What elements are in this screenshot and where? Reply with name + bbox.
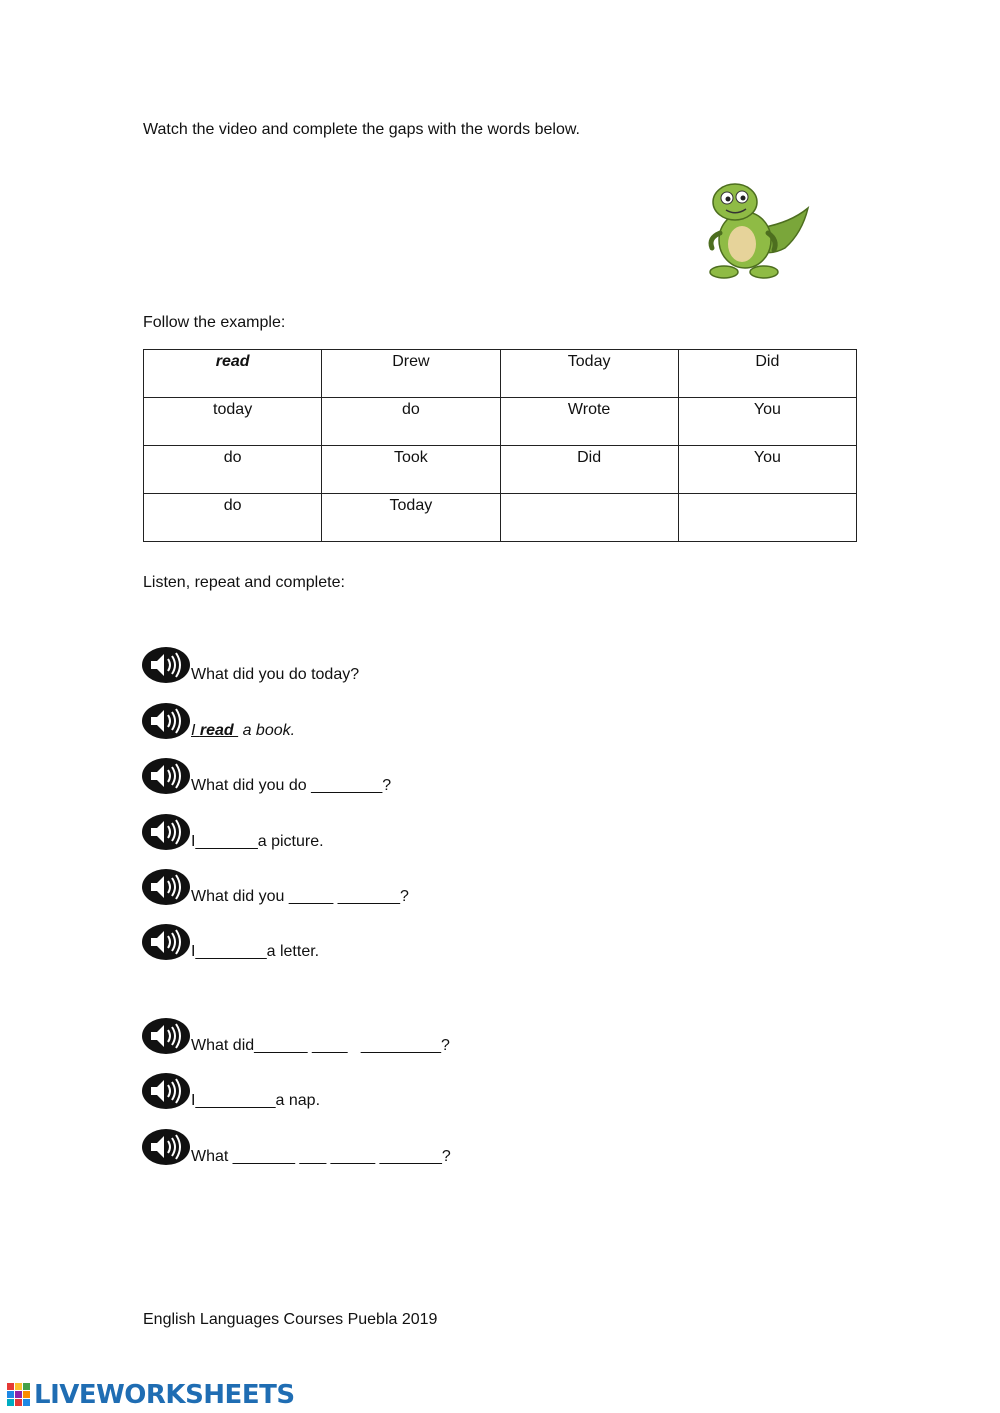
table-cell[interactable]: Today [500, 350, 678, 398]
dialogue-line-2 [141, 702, 741, 746]
example-answer-text [191, 721, 295, 741]
speaker-icon[interactable] [141, 1017, 191, 1055]
table-cell: read [144, 350, 322, 398]
speaker-icon[interactable] [141, 868, 191, 906]
dialogue-text[interactable]: What _______ ___ _____ _______? [191, 1148, 451, 1165]
brand-name: LIVEWORKSHEETS [34, 1380, 295, 1410]
dialogue-text[interactable]: What did you _____ _______? [191, 888, 409, 905]
table-cell[interactable]: do [322, 398, 500, 446]
answer-rest: a book. [238, 722, 296, 739]
liveworksheets-logo-icon [7, 1383, 31, 1407]
speaker-icon[interactable] [141, 813, 191, 851]
table-cell[interactable]: You [678, 398, 856, 446]
table-cell[interactable]: do [144, 494, 322, 542]
dialogue-line-1 [141, 646, 741, 690]
table-cell[interactable]: Did [500, 446, 678, 494]
speaker-icon[interactable] [141, 646, 191, 684]
speaker-icon[interactable] [141, 757, 191, 795]
speaker-icon[interactable] [141, 923, 191, 961]
dialogue-text: What did you do today? [191, 666, 360, 683]
listen-instruction-label: Listen, repeat and complete: [143, 574, 345, 591]
table-cell[interactable]: Wrote [500, 398, 678, 446]
table-row [144, 398, 857, 446]
dialogue-line-3 [141, 757, 741, 801]
table-cell[interactable]: do [144, 446, 322, 494]
dialogue-text[interactable]: I________a letter. [191, 943, 320, 960]
speaker-icon[interactable] [141, 1072, 191, 1110]
dinosaur-illustration [690, 178, 815, 283]
table-cell [678, 494, 856, 542]
dialogue-text[interactable]: I_________a nap. [191, 1092, 321, 1109]
dialogue-line-4 [141, 813, 741, 857]
dialogue-line-8 [141, 1072, 741, 1116]
answer-word: read [199, 722, 239, 739]
dialogue-line-5 [141, 868, 741, 912]
table-cell[interactable]: You [678, 446, 856, 494]
table-row [144, 494, 857, 542]
table-cell[interactable]: Did [678, 350, 856, 398]
speaker-icon[interactable] [141, 1128, 191, 1166]
table-row [144, 350, 857, 398]
footer-text: English Languages Courses Puebla 2019 [143, 1311, 438, 1328]
dialogue-text[interactable]: I_______a picture. [191, 833, 324, 850]
table-cell[interactable]: Drew [322, 350, 500, 398]
dialogue-text[interactable]: What did______ ____ _________? [191, 1037, 450, 1054]
table-row [144, 446, 857, 494]
word-bank-table [143, 349, 857, 542]
dialogue-text[interactable]: What did you do ________? [191, 777, 392, 794]
table-cell[interactable]: Today [322, 494, 500, 542]
instruction-text: Watch the video and complete the gaps with the words below. [143, 121, 580, 138]
dialogue-line-6 [141, 923, 741, 967]
speaker-icon[interactable] [141, 702, 191, 740]
table-cell [500, 494, 678, 542]
answer-prefix: I [191, 722, 200, 739]
table-cell[interactable]: Took [322, 446, 500, 494]
dialogue-line-7 [141, 1017, 741, 1061]
dialogue-line-9 [141, 1128, 741, 1172]
table-cell[interactable]: today [144, 398, 322, 446]
follow-example-label: Follow the example: [143, 314, 286, 331]
